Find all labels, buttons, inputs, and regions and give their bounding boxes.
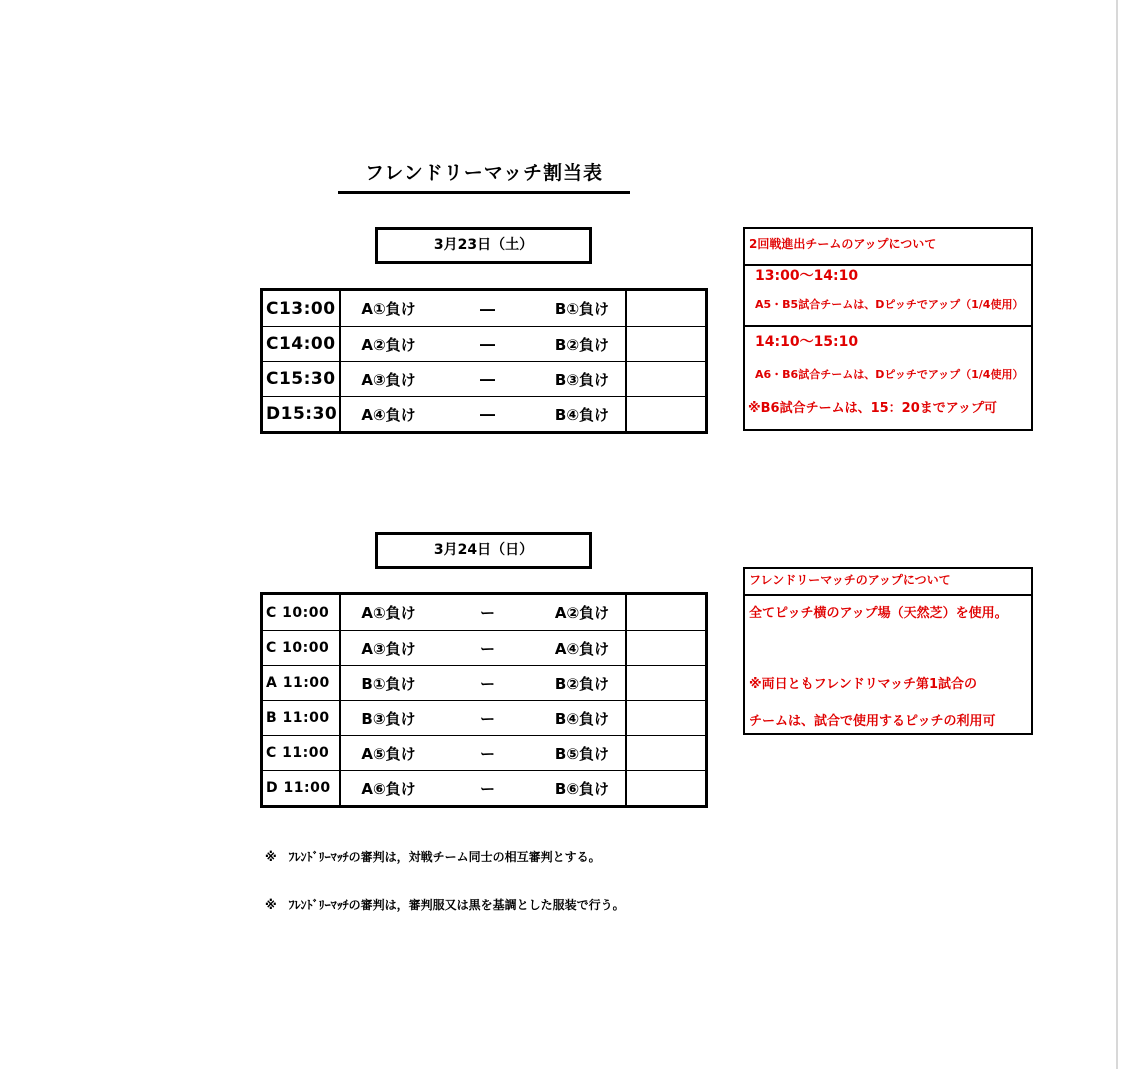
slot-cell: C14:00	[263, 327, 341, 361]
blank-cell	[625, 701, 705, 735]
away-team-cell: A②負け	[554, 604, 610, 622]
round2-warmup-note	[743, 227, 1033, 431]
note-text: A5・B5試合チームは、Dピッチでアップ（1/4使用）	[755, 298, 1024, 311]
slot-cell: D15:30	[263, 397, 341, 431]
slot-cell: C13:00	[263, 291, 341, 326]
date-label-day1: 3月23日（土）	[375, 227, 592, 264]
table-row	[263, 396, 705, 431]
away-team-cell: B⑤負け	[554, 744, 610, 763]
versus-dash: ー	[479, 779, 495, 798]
home-team-cell: A①負け	[361, 300, 416, 318]
page-title: フレンドリーマッチ割当表	[338, 158, 630, 194]
blank-cell	[625, 736, 705, 770]
footnote: ※ ﾌﾚﾝﾄﾞﾘｰﾏｯﾁの審判は，対戦チーム同士の相互審判とする。	[265, 850, 601, 864]
note-text: ※B6試合チームは、15：20までアップ可	[748, 401, 997, 416]
slot-cell: C15:30	[263, 362, 341, 396]
blank-cell	[625, 595, 705, 630]
home-team-cell: A①負け	[361, 604, 416, 622]
away-team-cell: B②負け	[554, 335, 610, 354]
slot-cell: D 11:00	[263, 771, 341, 805]
home-team-cell: A③負け	[361, 639, 416, 658]
slot-cell: C 10:00	[263, 631, 341, 665]
table-row	[263, 595, 705, 630]
note-text: 全てピッチ横のアップ場（天然芝）を使用。	[749, 606, 1008, 621]
home-team-cell: B①負け	[361, 674, 416, 693]
versus-dash: ―	[480, 405, 495, 423]
match-table-day1	[260, 288, 708, 434]
note-heading: 2回戦進出チームのアップについて	[745, 229, 1031, 266]
blank-cell	[625, 291, 705, 326]
away-team-cell: B⑥負け	[554, 779, 610, 798]
away-team-cell: B①負け	[554, 300, 610, 318]
away-team-cell: B③負け	[554, 370, 610, 389]
blank-cell	[625, 631, 705, 665]
slot-cell: C 11:00	[263, 736, 341, 770]
blank-cell	[625, 327, 705, 361]
versus-dash: ー	[479, 674, 495, 693]
blank-cell	[625, 666, 705, 700]
home-team-cell: B③負け	[361, 709, 416, 728]
away-team-cell: B②負け	[554, 674, 610, 693]
note-text: チームは、試合で使用するピッチの利用可	[749, 714, 996, 729]
friendly-warmup-note	[743, 567, 1033, 735]
slot-cell: B 11:00	[263, 701, 341, 735]
table-row	[263, 326, 705, 361]
table-row	[263, 770, 705, 805]
note-section-1	[745, 266, 1031, 325]
away-team-cell: B④負け	[554, 405, 610, 424]
table-row	[263, 700, 705, 735]
blank-cell	[625, 771, 705, 805]
blank-cell	[625, 397, 705, 431]
note-heading: フレンドリーマッチのアップについて	[745, 569, 1031, 596]
slot-cell: A 11:00	[263, 666, 341, 700]
versus-dash: ー	[479, 604, 495, 622]
table-row	[263, 291, 705, 326]
footnote: ※ ﾌﾚﾝﾄﾞﾘｰﾏｯﾁの審判は，審判服又は黒を基調とした服装で行う。	[265, 898, 625, 912]
away-team-cell: A④負け	[554, 639, 610, 658]
table-row	[263, 630, 705, 665]
note-text: A6・B6試合チームは、Dピッチでアップ（1/4使用）	[755, 368, 1024, 381]
note-time: 14:10～15:10	[755, 334, 859, 350]
note-section-2	[745, 325, 1031, 429]
home-team-cell: A⑤負け	[361, 744, 416, 763]
versus-dash: ー	[479, 639, 495, 658]
note-text: ※両日ともフレンドリマッチ第1試合の	[749, 677, 978, 692]
match-table-day2	[260, 592, 708, 808]
note-time: 13:00～14:10	[755, 268, 859, 284]
home-team-cell: A⑥負け	[361, 779, 416, 798]
slot-cell: C 10:00	[263, 595, 341, 630]
table-row	[263, 361, 705, 396]
date-label-day2: 3月24日（日）	[375, 532, 592, 569]
blank-cell	[625, 362, 705, 396]
table-row	[263, 735, 705, 770]
versus-dash: ―	[480, 335, 495, 353]
versus-dash: ー	[479, 709, 495, 728]
note-section	[745, 596, 1031, 729]
home-team-cell: A④負け	[361, 405, 416, 424]
versus-dash: ―	[480, 370, 495, 388]
versus-dash: ー	[479, 744, 495, 763]
home-team-cell: A②負け	[361, 335, 416, 354]
home-team-cell: A③負け	[361, 370, 416, 389]
away-team-cell: B④負け	[554, 709, 610, 728]
versus-dash: ―	[480, 299, 495, 318]
table-row	[263, 665, 705, 700]
